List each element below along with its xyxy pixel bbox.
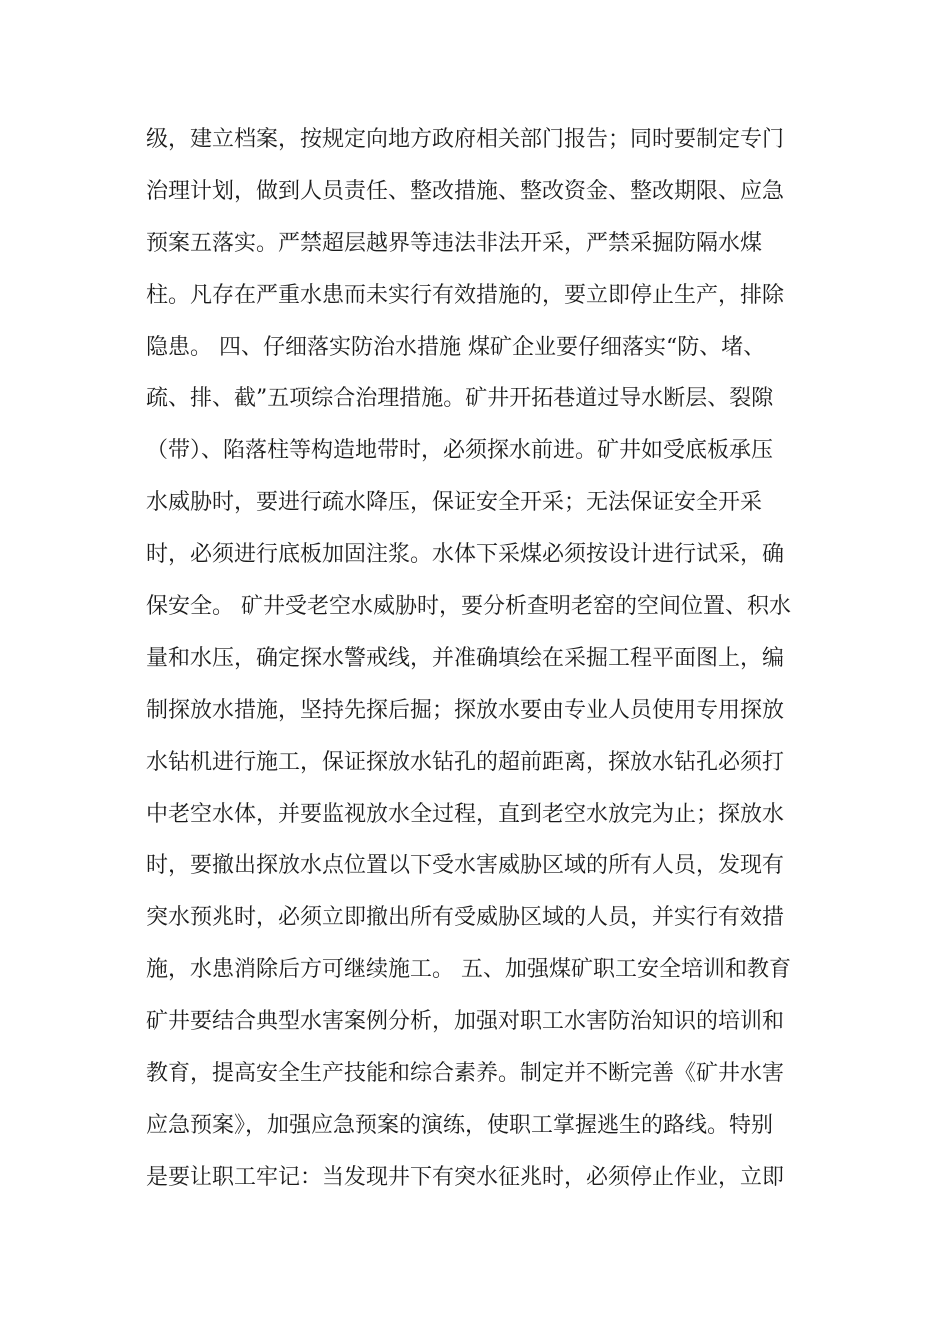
text-line-9: 时，必须进行底板加固注浆。水体下采煤必须按设计进行试采，确 bbox=[146, 542, 785, 568]
text-line-11: 量和水压，确定探水警戒线，并准确填绘在采掘工程平面图上，编 bbox=[146, 645, 785, 671]
text-line-7: （带）、陷落柱等构造地带时，必须探水前进。矿井如受底板承压 bbox=[146, 438, 774, 464]
text-line-19: 教育，提高安全生产技能和综合素养。制定并不断完善《矿井水害 bbox=[146, 1061, 785, 1087]
text-line-4: 柱。凡存在严重水患而未实行有效措施的，要立即停止生产，排除 bbox=[146, 282, 785, 308]
text-line-14: 中老空水体，并要监视放水全过程，直到老空水放完为止；探放水 bbox=[146, 801, 785, 827]
text-line-6: 疏、排、截”五项综合治理措施。矿井开拓巷道过导水断层、裂隙 bbox=[146, 386, 774, 412]
text-line-3: 预案五落实。严禁超层越界等违法非法开采，严禁采掘防隔水煤 bbox=[146, 230, 763, 256]
text-line-8: 水威胁时，要进行疏水降压，保证安全开采；无法保证安全开采 bbox=[146, 490, 763, 516]
text-line-17: 施，水患消除后方可继续施工。 五、加强煤矿职工安全培训和教育 bbox=[146, 957, 791, 983]
body-text bbox=[146, 114, 806, 1204]
text-line-1: 级，建立档案，按规定向地方政府相关部门报告；同时要制定专门 bbox=[146, 127, 785, 152]
text-line-5: 隐患。 四、仔细落实防治水措施 煤矿企业要仔细落实“防、堵、 bbox=[146, 334, 766, 360]
text-line-12: 制探放水措施，坚持先探后掘；探放水要由专业人员使用专用探放 bbox=[146, 697, 785, 723]
text-line-15: 时，要撤出探放水点位置以下受水害威胁区域的所有人员，发现有 bbox=[146, 853, 785, 879]
text-line-10: 保安全。 矿井受老空水威胁时，要分析查明老窑的空间位置、积水 bbox=[146, 594, 791, 620]
text-line-16: 突水预兆时，必须立即撤出所有受威胁区域的人员，并实行有效措 bbox=[146, 905, 785, 931]
text-line-18: 矿井要结合典型水害案例分析，加强对职工水害防治知识的培训和 bbox=[146, 1009, 785, 1035]
text-line-20: 应急预案》，加强应急预案的演练，使职工掌握逃生的路线。特别 bbox=[146, 1112, 774, 1138]
text-line-2: 治理计划，做到人员责任、整改措施、整改资金、整改期限、应急 bbox=[146, 178, 785, 204]
text-line-13: 水钻机进行施工，保证探放水钻孔的超前距离，探放水钻孔必须打 bbox=[146, 749, 785, 775]
text-line-21: 是要让职工牢记：当发现井下有突水征兆时，必须停止作业，立即 bbox=[146, 1164, 785, 1190]
